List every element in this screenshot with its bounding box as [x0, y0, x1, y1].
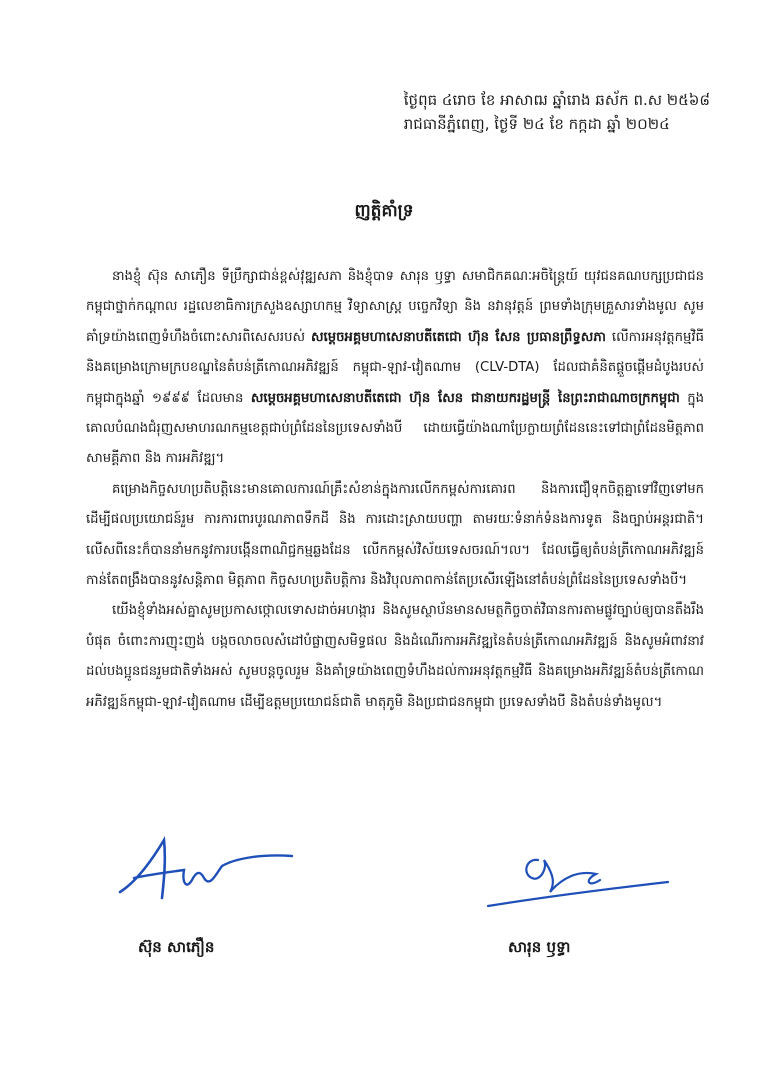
text-span: យើងខ្ញុំទាំងអស់គ្នាសូមប្រកាសថ្កោលទោសដាច់អហង្ការ និងសូមស្ថាប័នមានសមត្ថកិច្ចចាត់វិធានការតាមផ្លូវច្បាប់ឲ្យបានតឹងរឹងបំផុត ចំពោះការញុះញង់ បង្កចលាចលសំដៅបំផ្លាញសមិទ្ធផល និងដំណើរការអភិវឌ្ឍនៃតំបន់ត្រីកោណអភិវឌ្ឍន៍ និងសូមអំពាវនាវដល់បងប្អូនជនរួមជាតិទាំងអស់ សូមបន្តចូលរួម និងគាំទ្រយ៉ាងពេញទំហឹងដល់ការអនុវត្តកម្មវិធី និងគម្រោងអភិវឌ្ឍន៍តំបន់ត្រីកោណអភិវឌ្ឍន៍កម្ពុជា-ឡាវ-វៀតណាម ដើម្បីឧត្តមប្រយោជន៍ជាតិ មាតុភូមិ និងប្រជាជនកម្ពុជា ប្រទេសទាំងបី និងតំបន់ទាំងមូល។: [86, 603, 704, 710]
bold-phrase: សម្តេចអគ្គមហាសេនាបតីតេជោ ហ៊ុន សែន ជានាយករដ្ឋមន្ត្រី នៃព្រះរាជាណាចក្រកម្ពុជា: [250, 390, 680, 406]
signature-left: [112, 830, 302, 910]
signature-right: [478, 848, 678, 918]
date-block: [404, 88, 710, 136]
lunar-date: ថ្ងៃពុធ ៤រោច ខែ អាសាឍ ឆ្នាំរោង ឆស័ក ព.ស ២៥៦៨: [403, 91, 710, 109]
signer-name-left: ស៊ុន សាភឿន: [138, 938, 215, 956]
text-span: ក្នុងគោលបំណងជំរុញសមាហរណកម្មខេត្តជាប់ព្រំដែននៃប្រទេសទាំងបី ដោយធ្វើយ៉ាងណាប្រែក្លាយព្រំដែននេះទៅជាព្រំដែនមិត្តភាព សាមគ្គីភាព និង ការអភិវឌ្ឍ។: [86, 390, 704, 467]
body-paragraph: [86, 475, 704, 597]
solar-date: រាជធានីភ្នំពេញ, ថ្ងៃទី ២៤ ខែ កក្កដា ឆ្នាំ ២០២៤: [403, 115, 670, 133]
signer-name-right: សារុន ឫទ្ធា: [508, 938, 571, 956]
text-span: នាងខ្ញុំ ស៊ុន សាភឿន ទីប្រឹក្សាជាន់ខ្ពស់វុឌ្ឍសភា និងខ្ញុំបាទ សារុន ឫទ្ធា សមាជិកគណៈអចិន្ត្រៃយ៍ យុវជនគណបក្សប្រជាជនកម្ពុជាថ្នាក់កណ្តាល រដ្ឋលេខាធិការក្រសួងឧស្សាហកម្ម វិទ្យាសាស្ត្រ បច្ចេកវិទ្យា និង នវានុវត្តន៍ ព្រមទាំងក្រុមគ្រួសារទាំងមូល សូមគាំទ្រយ៉ាងពេញទំហឹងចំពោះសារពិសេសរបស់: [86, 269, 704, 345]
document-title: ញត្តិគាំទ្រ: [354, 201, 414, 221]
body-paragraph: [86, 596, 704, 718]
bold-phrase: សម្តេចអគ្គមហាសេនាបតីតេជោ ហ៊ុន សែន ប្រធានព្រឹទ្ធសភា: [311, 329, 606, 345]
text-span: លើការអនុវត្តកម្មវិធី និងគម្រោងក្រោមក្របខណ្ឌនៃតំបន់ត្រីកោណអភិវឌ្ឍន៍ កម្ពុជា-ឡាវ-វៀតណាម (CLV-DTA) ដែលជាគំនិតផ្តួចផ្តើមដំបូងរបស់កម្ពុជាក្នុងឆ្នាំ ១៩៩៩ ដែលមាន: [86, 329, 704, 406]
body-paragraph: [86, 262, 704, 475]
document-body: [86, 262, 704, 718]
text-span: គម្រោងកិច្ចសហប្រតិបត្តិនេះមានគោលការណ៍គ្រឹះសំខាន់ក្នុងការលើកកម្ពស់ការគោរព និងការជឿទុកចិត្តគ្នាទៅវិញទៅមក ដើម្បីផលប្រយោជន៍រួម ការការពារបូរណភាពទឹកដី និង ការដោះស្រាយបញ្ហា តាមរយៈទំនាក់ទំនងការទូត និងច្បាប់អន្តរជាតិ។ លើសពីនេះក៏បាននាំមកនូវការបង្កើនពាណិជ្ជកម្មឆ្លងដែន លើកកម្ពស់វិស័យទេសចរណ៍។ល។ ដែលធ្វើឲ្យតំបន់ត្រីកោណអភិវឌ្ឍន៍កាន់តែពង្រឹងបាននូវសន្តិភាព មិត្តភាព កិច្ចសហប្រតិបត្តិការ និងវិបុលភាពកាន់តែប្រសើរឡើងនៅតំបន់ព្រំដែននៃប្រទេសទាំងបី។: [86, 481, 704, 589]
